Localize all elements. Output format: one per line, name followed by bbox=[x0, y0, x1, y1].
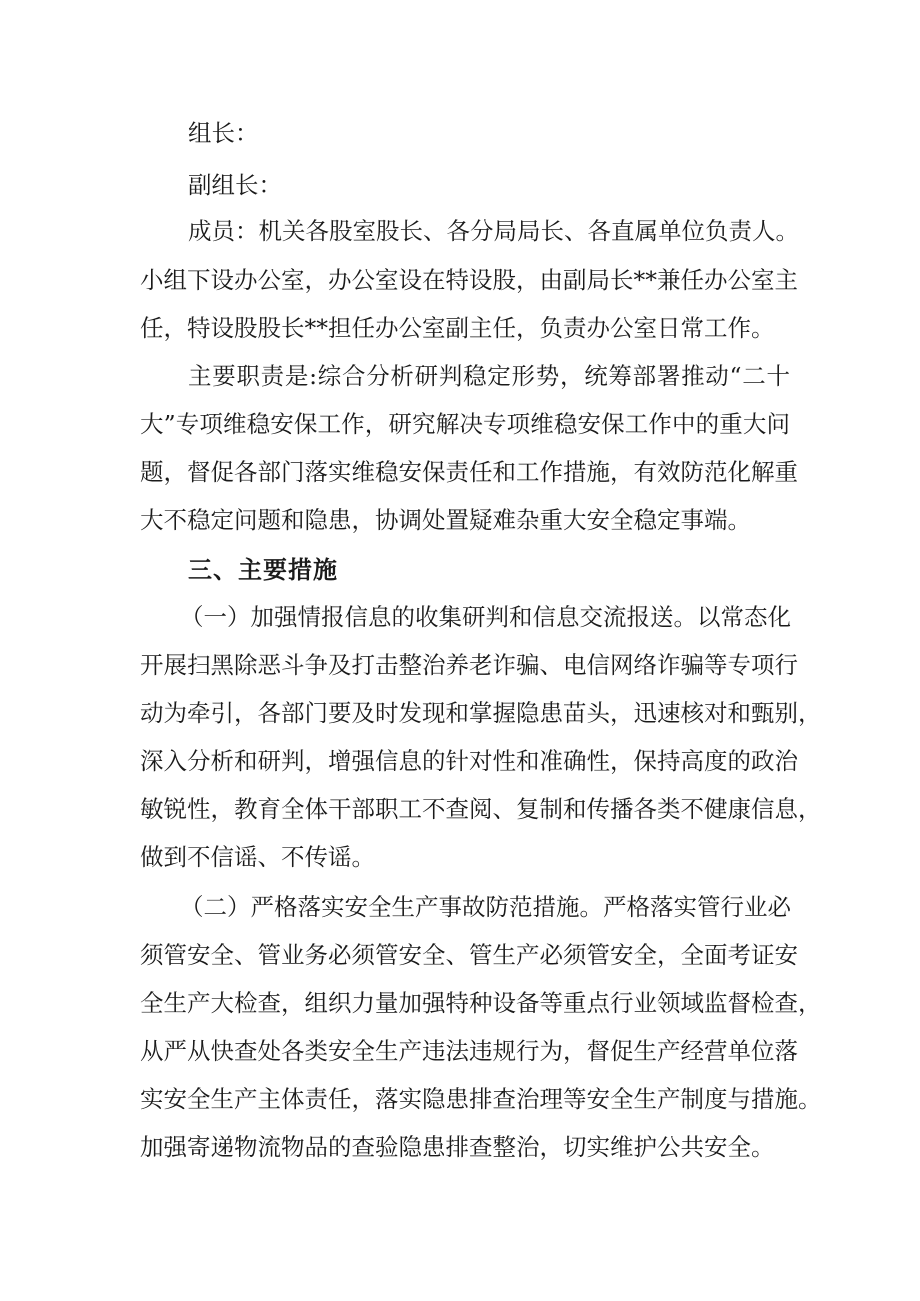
paragraph-line: 做到不信谣、不传谣。 bbox=[140, 843, 375, 871]
paragraph-line: 须管安全、管业务必须管安全、管生产必须管安全，全面考证安 bbox=[140, 941, 798, 969]
paragraph-line: 开展扫黑除恶斗争及打击整治养老诈骗、电信网络诈骗等专项行 bbox=[140, 651, 798, 679]
paragraph-line: 深入分析和研判，增强信息的针对性和准确性，保持高度的政治 bbox=[140, 747, 798, 775]
line-measure-two-start: （二）严格落实安全生产事故防范措施。严格落实管行业必 bbox=[180, 893, 791, 921]
section-heading: 三、主要措施 bbox=[188, 556, 338, 584]
paragraph-line: 加强寄递物流物品的查验隐患排查整治，切实维护公共安全。 bbox=[140, 1133, 775, 1161]
line-members: 成员：机关各股室股长、各分局局长、各直属单位负责人。 bbox=[188, 217, 799, 245]
paragraph-line: 小组下设办公室，办公室设在特设股，由副局长**兼任办公室主 bbox=[140, 266, 798, 294]
paragraph-line: 题，督促各部门落实维稳安保责任和工作措施，有效防范化解重 bbox=[140, 458, 798, 486]
line-group-leader: 组长： bbox=[188, 119, 259, 147]
paragraph-line: 大”专项维稳安保工作，研究解决专项维稳安保工作中的重大问 bbox=[140, 410, 790, 438]
paragraph-line: 实安全生产主体责任，落实隐患排查治理等安全生产制度与措施。 bbox=[140, 1085, 822, 1113]
line-duties-start: 主要职责是:综合分析研判稳定形势，统筹部署推动“二十 bbox=[188, 362, 790, 390]
paragraph-line: 动为牵引，各部门要及时发现和掌握隐患苗头，迅速核对和甄别， bbox=[140, 699, 822, 727]
line-measure-one-start: （一）加强情报信息的收集研判和信息交流报送。以常态化 bbox=[180, 603, 791, 631]
paragraph-line: 从严从快查处各类安全生产违法违规行为，督促生产经营单位落 bbox=[140, 1037, 798, 1065]
paragraph-line: 任，特设股股长**担任办公室副主任，负责办公室日常工作。 bbox=[140, 314, 775, 342]
line-deputy-leader: 副组长： bbox=[188, 171, 282, 199]
paragraph-line: 大不稳定问题和隐患，协调处置疑难杂重大安全稳定事端。 bbox=[140, 506, 751, 534]
paragraph-line: 全生产大检查，组织力量加强特种设备等重点行业领域监督检查， bbox=[140, 989, 822, 1017]
paragraph-line: 敏锐性，教育全体干部职工不查阅、复制和传播各类不健康信息， bbox=[140, 795, 822, 823]
